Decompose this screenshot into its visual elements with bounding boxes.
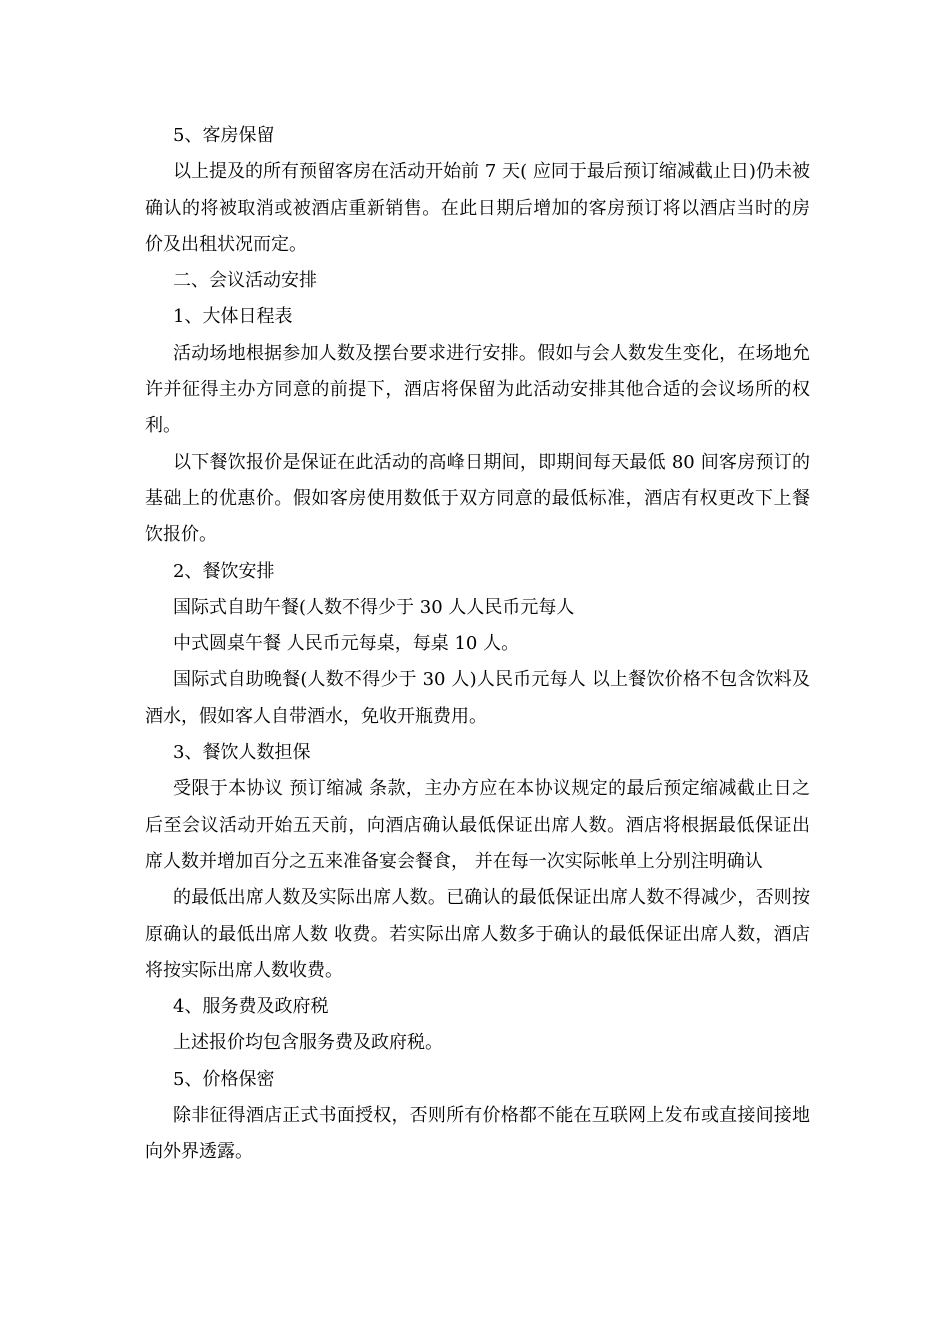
- paragraph-chinese-lunch: 中式圆桌午餐 人民币元每桌，每桌 10 人。: [173, 633, 520, 655]
- heading-catering: 2、餐饮安排: [173, 560, 275, 582]
- paragraph-buffet-dinner: 国际式自助晚餐(人数不得少于 30 人)人民币元每人 以上餐饮价格不包含饮料及酒水，假如客人自带酒水，免收开瓶费用。: [145, 669, 810, 727]
- paragraph-room-retention: 以上提及的所有预留客房在活动开始前 7 天( 应同于最后预订缩减截止日)仍未被确认的将被取消或被酒店重新销售。在此日期后增加的客房预订将以酒店当时的房价及出租状况而定。: [145, 161, 810, 255]
- paragraph-venue: 活动场地根据参加人数及摆台要求进行安排。假如与会人数发生变化，在场地允许并征得主办方同意的前提下，酒店将保留为此活动安排其他合适的会议场所的权利。: [145, 342, 810, 437]
- heading-room-retention: 5、客房保留: [173, 125, 275, 146]
- paragraph-buffet-lunch: 国际式自助午餐(人数不得少于 30 人人民币元每人: [173, 596, 575, 618]
- paragraph-confidentiality: 除非征得酒店正式书面授权，否则所有价格都不能在互联网上发布或直接间接地向外界透露。: [145, 1105, 810, 1163]
- heading-schedule: 1、大体日程表: [173, 306, 293, 328]
- paragraph-guarantee-2: 的最低出席人数及实际出席人数。已确认的最低保证出席人数不得减少，否则按原确认的最低出席人数 收费。若实际出席人数多于确认的最低保证出席人数，酒店将按实际出席人数收费。: [145, 887, 810, 981]
- paragraph-catering-quote: 以下餐饮报价是保证在此活动的高峰日期间，即期间每天最低 80 间客房预订的基础上的优惠价。假如客房使用数低于双方同意的最低标准，酒店有权更改下上餐饮报价。: [145, 451, 810, 546]
- heading-confidentiality: 5、价格保密: [173, 1068, 275, 1090]
- heading-service-tax: 4、服务费及政府税: [173, 996, 329, 1018]
- paragraph-service-tax: 上述报价均包含服务费及政府税。: [173, 1032, 443, 1054]
- document-page: [145, 118, 810, 1171]
- heading-meeting-arrangement: 二、会议活动安排: [173, 270, 317, 292]
- paragraph-guarantee-1: 受限于本协议 预订缩减 条款，主办方应在本协议规定的最后预定缩减截止日之后至会议活动开始五天前，向酒店确认最低保证出席人数。酒店将根据最低保证出席人数并增加百分之五来准备宴会餐食， 并在每一次实际帐单上分别注明确认: [145, 778, 810, 872]
- heading-guarantee: 3、餐饮人数担保: [173, 742, 311, 764]
